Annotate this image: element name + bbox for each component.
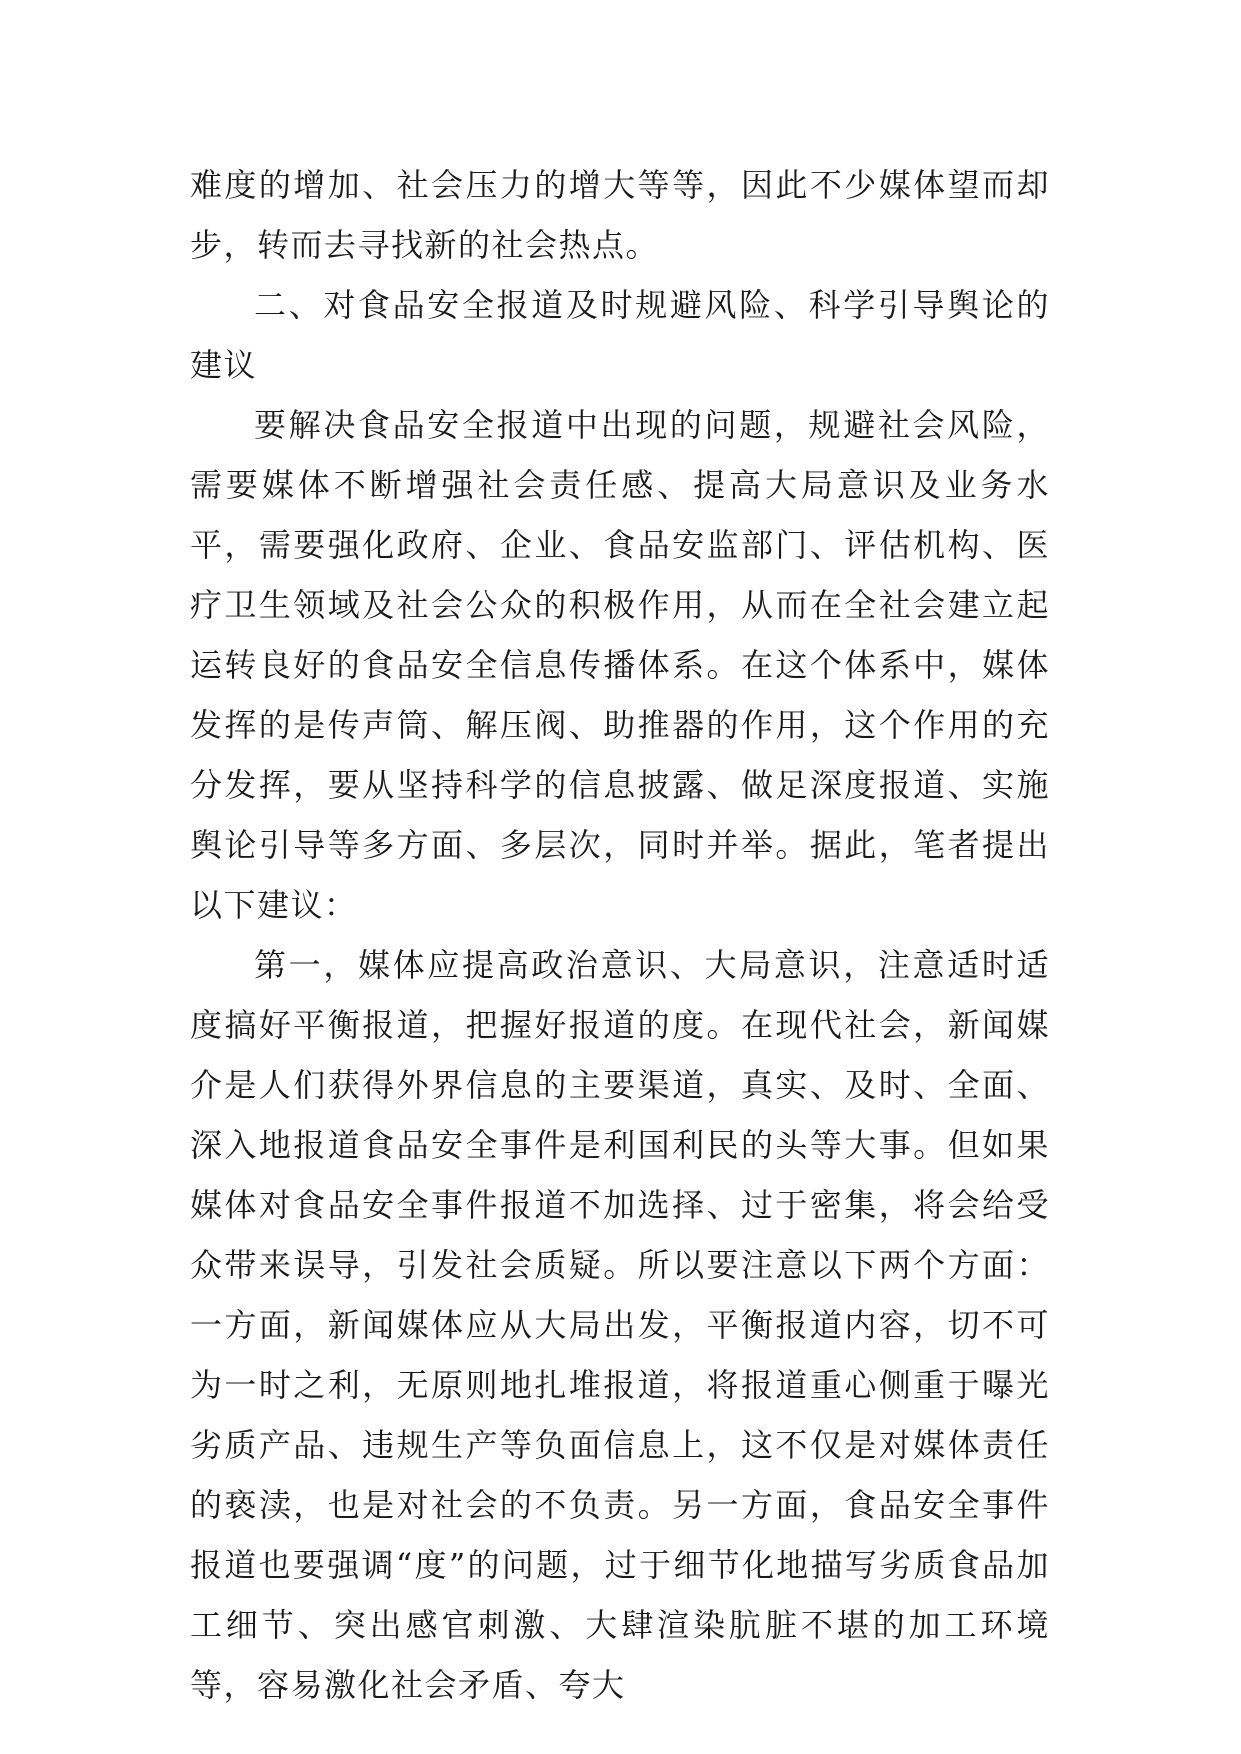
paragraph-intro: 要解决食品安全报道中出现的问题，规避社会风险，需要媒体不断增强社会责任感、提高大局意识及业务水平，需要强化政府、企业、食品安监部门、评估机构、医疗卫生领域及社会公众的积极作用，从而在全社会建立起运转良好的食品安全信息传播体系。在这个体系中，媒体发挥的是传声筒、解压阀、助推器的作用，这个作用的充分发挥，要从坚持科学的信息披露、做足深度报道、实施舆论引导等多方面、多层次，同时并举。据此，笔者提出以下建议： xyxy=(190,406,1050,924)
paragraph-first-suggestion: 第一，媒体应提高政治意识、大局意识，注意适时适度搞好平衡报道，把握好报道的度。在现代社会，新闻媒介是人们获得外界信息的主要渠道，真实、及时、全面、深入地报道食品安全事件是利国利民的头等大事。但如果媒体对食品安全事件报道不加选择、过于密集，将会给受众带来误导，引发社会质疑。所以要注意以下两个方面：一方面，新闻媒体应从大局出发，平衡报道内容，切不可为一时之利，无原则地扎堆报道，将报道重心侧重于曝光劣质产品、违规生产等负面信息上，这不仅是对媒体责任的亵渎，也是对社会的不负责。另一方面，食品安全事件报道也要强调“度”的问题，过于细节化地描写劣质食品加工细节、突出感官刺激、大肆渲染肮脏不堪的加工环境等，容易激化社会矛盾、夸大 xyxy=(190,946,1050,1704)
paragraph-continuation: 难度的增加、社会压力的增大等等，因此不少媒体望而却步，转而去寻找新的社会热点。 xyxy=(190,166,1050,264)
document-body xyxy=(190,155,1050,1715)
section-heading: 二、对食品安全报道及时规避风险、科学引导舆论的建议 xyxy=(190,286,1050,384)
